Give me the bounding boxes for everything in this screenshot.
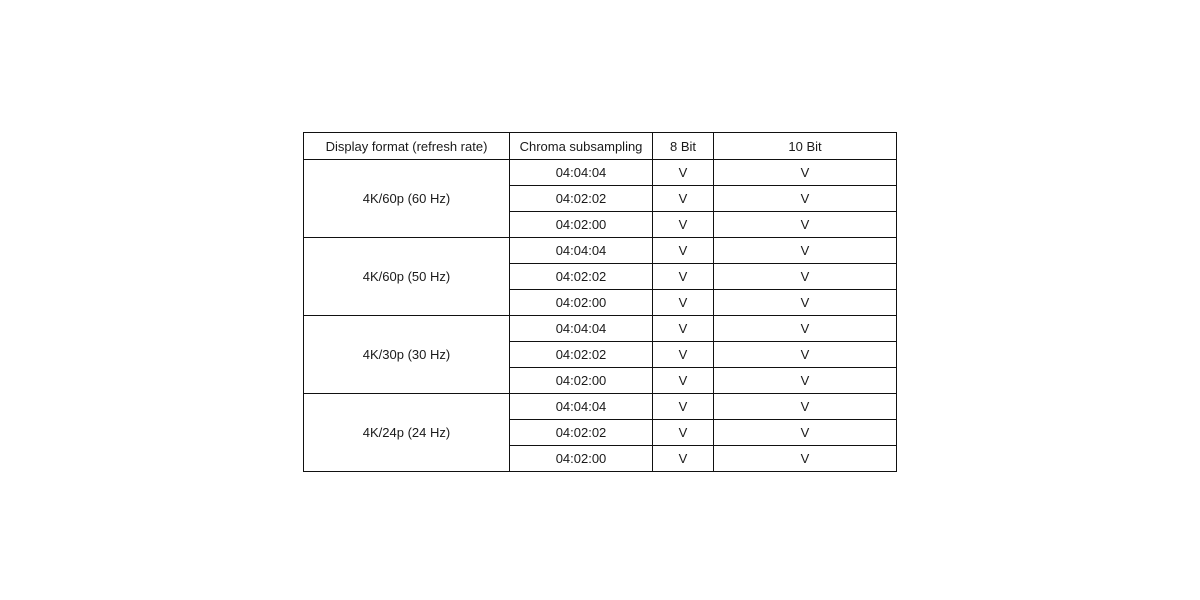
bit8-cell: V	[653, 342, 714, 368]
bit8-cell: V	[653, 186, 714, 212]
table-row	[304, 238, 897, 264]
bit8-cell: V	[653, 368, 714, 394]
chroma-cell: 04:02:02	[510, 264, 653, 290]
chroma-cell: 04:02:02	[510, 420, 653, 446]
display-format-cell: 4K/60p (60 Hz)	[304, 160, 510, 238]
bit10-cell: V	[714, 290, 897, 316]
display-format-cell: 4K/24p (24 Hz)	[304, 394, 510, 472]
bit8-cell: V	[653, 264, 714, 290]
header-display-format: Display format (refresh rate)	[304, 133, 510, 160]
header-8-bit: 8 Bit	[653, 133, 714, 160]
display-format-cell: 4K/60p (50 Hz)	[304, 238, 510, 316]
chroma-cell: 04:04:04	[510, 160, 653, 186]
chroma-cell: 04:04:04	[510, 316, 653, 342]
bit10-cell: V	[714, 186, 897, 212]
bit8-cell: V	[653, 212, 714, 238]
bit10-cell: V	[714, 342, 897, 368]
table-row	[304, 316, 897, 342]
bit8-cell: V	[653, 290, 714, 316]
bit8-cell: V	[653, 160, 714, 186]
chroma-cell: 04:02:00	[510, 446, 653, 472]
display-format-table	[303, 132, 897, 472]
chroma-cell: 04:02:00	[510, 212, 653, 238]
chroma-cell: 04:02:02	[510, 342, 653, 368]
bit10-cell: V	[714, 212, 897, 238]
header-row	[304, 133, 897, 160]
chroma-cell: 04:02:00	[510, 290, 653, 316]
display-format-cell: 4K/30p (30 Hz)	[304, 316, 510, 394]
bit8-cell: V	[653, 394, 714, 420]
header-10-bit: 10 Bit	[714, 133, 897, 160]
bit10-cell: V	[714, 420, 897, 446]
bit10-cell: V	[714, 238, 897, 264]
chroma-cell: 04:04:04	[510, 394, 653, 420]
bit10-cell: V	[714, 264, 897, 290]
bit10-cell: V	[714, 446, 897, 472]
table-row	[304, 160, 897, 186]
bit10-cell: V	[714, 160, 897, 186]
bit8-cell: V	[653, 238, 714, 264]
table-row	[304, 394, 897, 420]
chroma-cell: 04:02:00	[510, 368, 653, 394]
bit10-cell: V	[714, 316, 897, 342]
bit8-cell: V	[653, 316, 714, 342]
bit10-cell: V	[714, 394, 897, 420]
chroma-cell: 04:04:04	[510, 238, 653, 264]
bit8-cell: V	[653, 420, 714, 446]
chroma-cell: 04:02:02	[510, 186, 653, 212]
header-chroma-subsampling: Chroma subsampling	[510, 133, 653, 160]
bit10-cell: V	[714, 368, 897, 394]
bit8-cell: V	[653, 446, 714, 472]
